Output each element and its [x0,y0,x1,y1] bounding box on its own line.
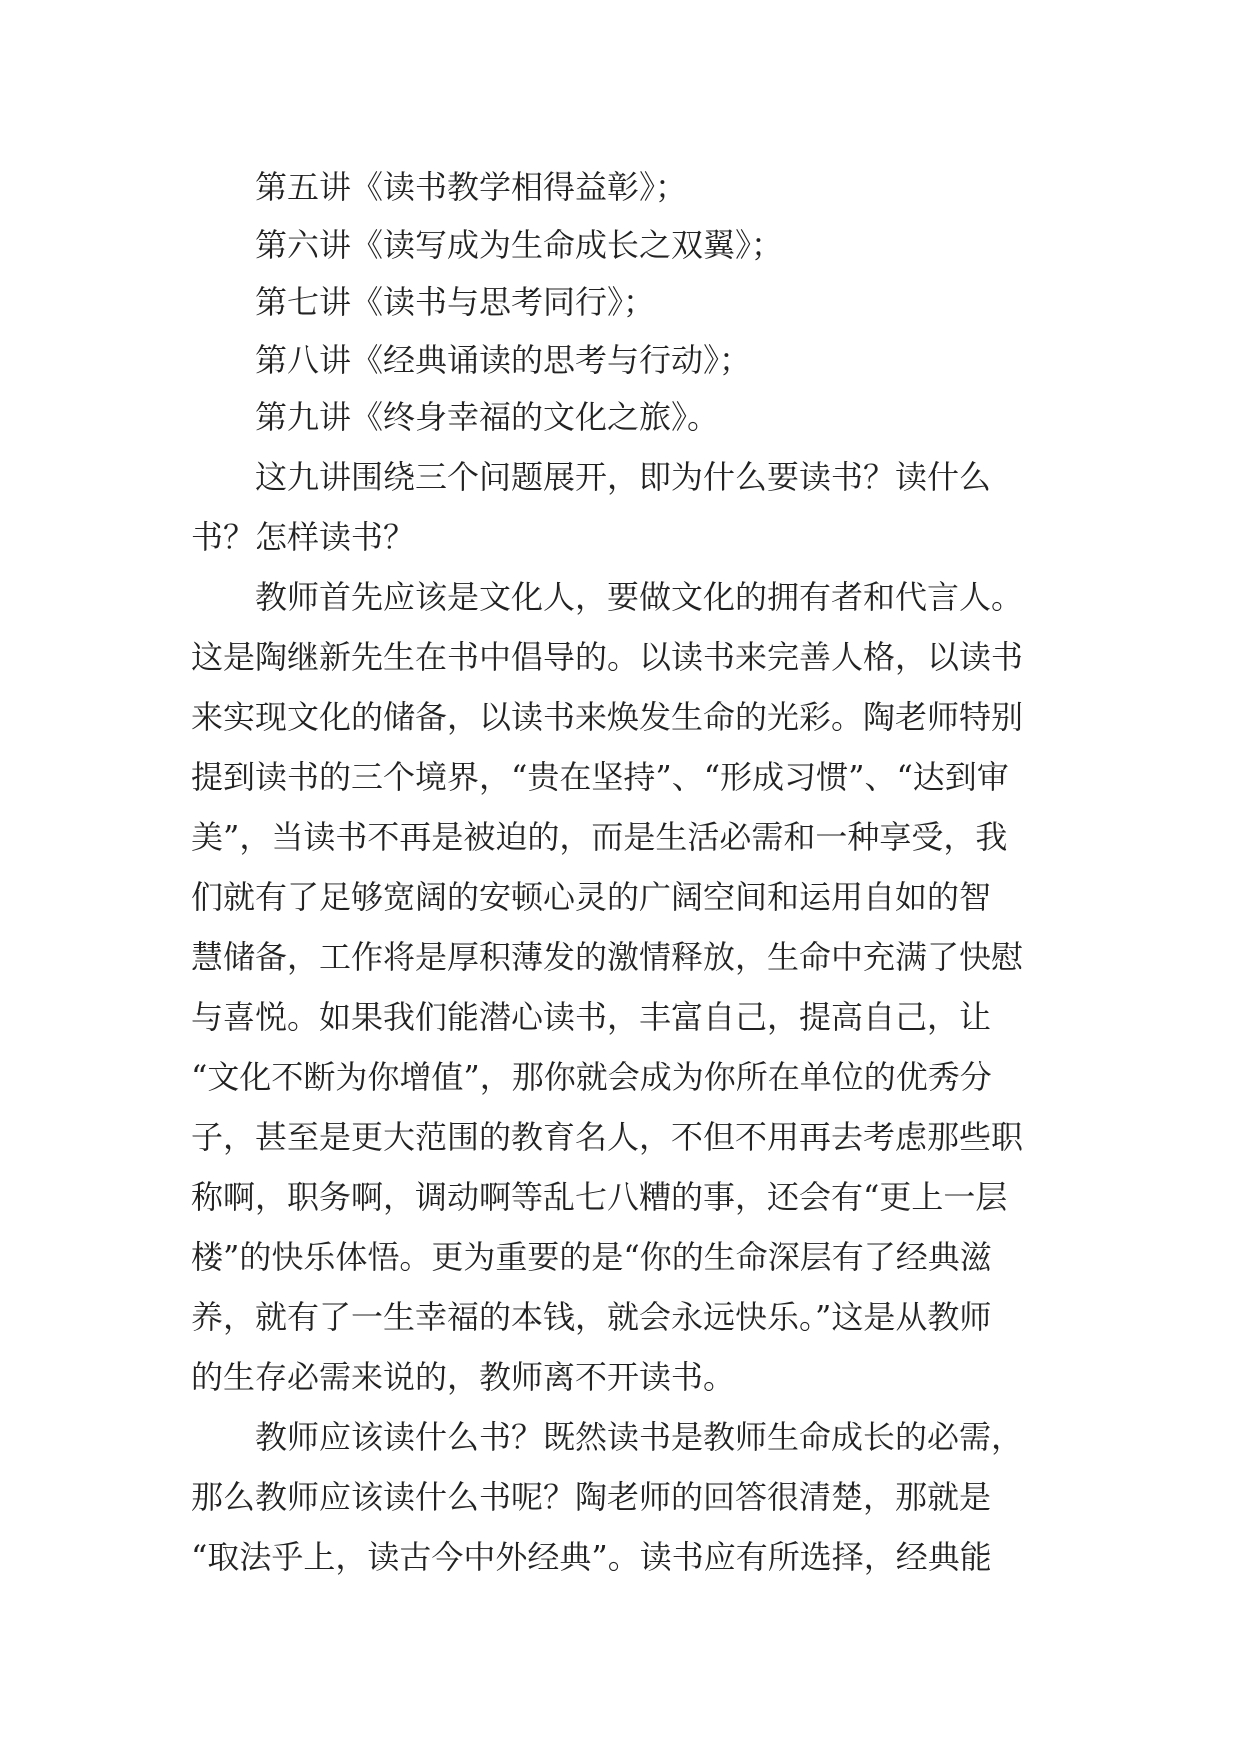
paragraph-what-to-read [191,1407,1071,1587]
paragraph-line: “文化不断为你增值”，那你就会成为你所在单位的优秀分 [191,1057,992,1096]
paragraph-line: 慧储备，工作将是厚积薄发的激情释放，生命中充满了快慰 [191,937,1024,976]
paragraph-line: 来实现文化的储备，以读书来焕发生命的光彩。陶老师特别 [191,697,1024,736]
paragraph-line: 称啊，职务啊，调动啊等乱七八糟的事，还会有“更上一层 [191,1177,1008,1216]
paragraph-line: 的生存必需来说的，教师离不开读书。 [191,1357,736,1396]
lecture-item-5: 第五讲《读书教学相得益彰》； [255,168,688,206]
paragraph-line: 与喜悦。如果我们能潜心读书，丰富自己，提高自己，让 [191,997,992,1036]
paragraph-line: 教师首先应该是文化人，要做文化的拥有者和代言人。 [255,577,1024,616]
paragraph-line: 书？怎样读书？ [191,517,416,556]
paragraph-line: 那么教师应该读什么书呢？陶老师的回答很清楚，那就是 [191,1477,992,1516]
lecture-item-9: 第九讲《终身幸福的文化之旅》。 [255,398,720,436]
paragraph-line: “取法乎上，读古今中外经典”。读书应有所选择，经典能 [191,1537,992,1576]
lecture-list [191,159,1071,447]
lecture-item-6: 第六讲《读写成为生命成长之双翼》； [255,225,784,264]
paragraph-line: 这是陶继新先生在书中倡导的。以读书来完善人格，以读书 [191,637,1024,676]
paragraph-line: 养，就有了一生幸福的本钱，就会永远快乐。”这是从教师 [191,1297,992,1336]
paragraph-line: 美”，当读书不再是被迫的，而是生活必需和一种享受，我 [191,817,1008,856]
paragraph-line: 楼”的快乐体悟。更为重要的是“你的生命深层有了经典滋 [191,1237,992,1276]
lecture-item-8: 第八讲《经典诵读的思考与行动》； [255,340,752,379]
paragraph-line: 教师应该读什么书？既然读书是教师生命成长的必需， [255,1417,1024,1456]
document-body [191,159,1071,1587]
paragraph-line: 们就有了足够宽阔的安顿心灵的广阔空间和运用自如的智 [191,877,992,916]
paragraph-why-read [191,567,1071,1407]
paragraph-overview [191,447,1071,567]
paragraph-line: 这九讲围绕三个问题展开，即为什么要读书？读什么 [255,457,992,496]
paragraph-line: 提到读书的三个境界，“贵在坚持”、“形成习惯”、“达到审 [191,757,1009,796]
paragraph-line: 子，甚至是更大范围的教育名人，不但不用再去考虑那些职 [191,1117,1024,1156]
lecture-item-7: 第七讲《读书与思考同行》； [255,283,656,321]
